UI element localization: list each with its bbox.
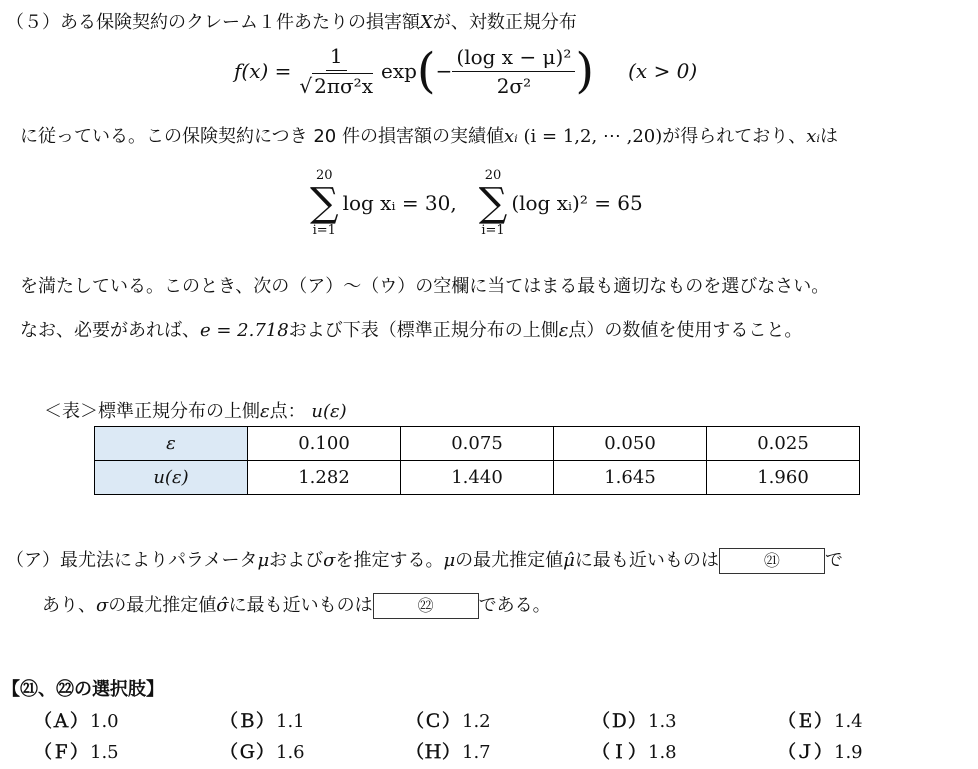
u-epsilon: u(ε)	[311, 401, 347, 422]
question-a-line2: あり、σの最尤推定値σ̂に最も近いものは ㉒ である。	[42, 591, 551, 619]
sum-equations	[310, 168, 643, 238]
normal-dist-table	[94, 426, 860, 495]
choice-h[interactable]: （Ｈ） 1.7	[406, 742, 491, 763]
choice-e[interactable]: （Ｅ） 1.4	[778, 711, 863, 732]
sentence2-tail2: は	[820, 126, 839, 147]
choice-j[interactable]: （Ｊ） 1.9	[778, 742, 863, 763]
exp-fraction	[452, 45, 575, 98]
table-cell: 1.960	[707, 461, 860, 495]
table-cell: 0.100	[248, 427, 401, 461]
sentence-3: を満たしている。このとき、次の（ア）〜（ウ）の空欄に当てはまる最も適切なものを選びなさい。	[20, 276, 830, 297]
sum2-symbol: 20 ∑ i=1	[478, 168, 508, 238]
exp-denominator: 2σ²	[496, 73, 532, 98]
choice-g[interactable]: （Ｇ） 1.6	[220, 742, 305, 763]
table-cell: 0.025	[707, 427, 860, 461]
choice-a[interactable]: （Ａ） 1.0	[34, 711, 119, 732]
choice-d[interactable]: （Ｄ） 1.3	[592, 711, 677, 732]
sum1-symbol: 20 ∑ i=1	[310, 168, 339, 238]
e-value: e = 2.718	[200, 320, 289, 341]
question-a-label: （ア）	[6, 550, 60, 571]
minus-sign: −	[435, 59, 453, 83]
table-cell: 1.440	[401, 461, 554, 495]
mu-hat: μ̂	[563, 550, 575, 571]
left-paren: (	[416, 43, 436, 99]
sentence2-tail: が得られており、	[662, 126, 807, 147]
intro-text: ある保険契約のクレーム１件あたりの損害額	[60, 12, 420, 33]
intro-tail: が、対数正規分布	[432, 12, 577, 33]
problem-statement	[6, 8, 577, 34]
var-xi-2: xᵢ	[806, 126, 821, 147]
choices-heading: 【㉑、㉒の選択肢】	[2, 679, 164, 700]
table-cell: 1.645	[554, 461, 707, 495]
table-row-epsilon	[95, 427, 860, 461]
var-x: X	[420, 12, 433, 33]
sum2-body: (log xᵢ)² = 65	[511, 191, 643, 215]
sigma-hat: σ̂	[216, 595, 229, 616]
epsilon: ε	[558, 320, 569, 341]
var-xi: xᵢ	[504, 126, 518, 147]
pdf-fraction	[295, 44, 377, 98]
index-range: (i = 1,2, ⋯ ,20)	[523, 126, 663, 147]
pdf-lhs: f(x) =	[234, 59, 292, 83]
table-cell: 0.075	[401, 427, 554, 461]
choice-i[interactable]: （Ｉ） 1.8	[592, 742, 677, 763]
question-a-line1: （ア）最尤法によりパラメータμおよびσを推定する。μの最尤推定値μ̂に最も近いものは ㉑ で	[6, 546, 843, 574]
sum1-body: log xᵢ = 30,	[342, 191, 457, 215]
sentence2-text: に従っている。この保険契約につき 20 件の損害額の実績値	[20, 126, 504, 147]
sentence-4: なお、必要があれば、e = 2.718および下表（標準正規分布の上側ε点）の数値を使用すること。	[20, 320, 803, 341]
table-caption: ＜表＞標準正規分布の上側ε点： u(ε)	[44, 401, 347, 422]
answer-blank-22[interactable]: ㉒	[373, 593, 479, 619]
table-cell: u(ε)	[95, 461, 248, 495]
right-paren: )	[575, 43, 595, 99]
table-cell: 0.050	[554, 427, 707, 461]
pdf-exp: exp	[380, 59, 417, 83]
table-row-u	[95, 461, 860, 495]
pdf-denominator: √ 2πσ²x	[299, 74, 373, 98]
choice-c[interactable]: （Ｃ） 1.2	[406, 711, 491, 732]
table-cell: 1.282	[248, 461, 401, 495]
exp-numerator: (log x − μ)²	[452, 45, 575, 72]
pdf-domain: (x > 0)	[628, 59, 698, 83]
table-cell: ε	[95, 427, 248, 461]
choice-f[interactable]: （Ｆ） 1.5	[34, 742, 119, 763]
problem-number: （５）	[6, 12, 60, 33]
answer-blank-21[interactable]: ㉑	[719, 548, 825, 574]
choice-b[interactable]: （Ｂ） 1.1	[220, 711, 305, 732]
sentence-2	[20, 122, 838, 148]
pdf-formula	[234, 44, 697, 98]
pdf-numerator: 1	[326, 44, 347, 71]
